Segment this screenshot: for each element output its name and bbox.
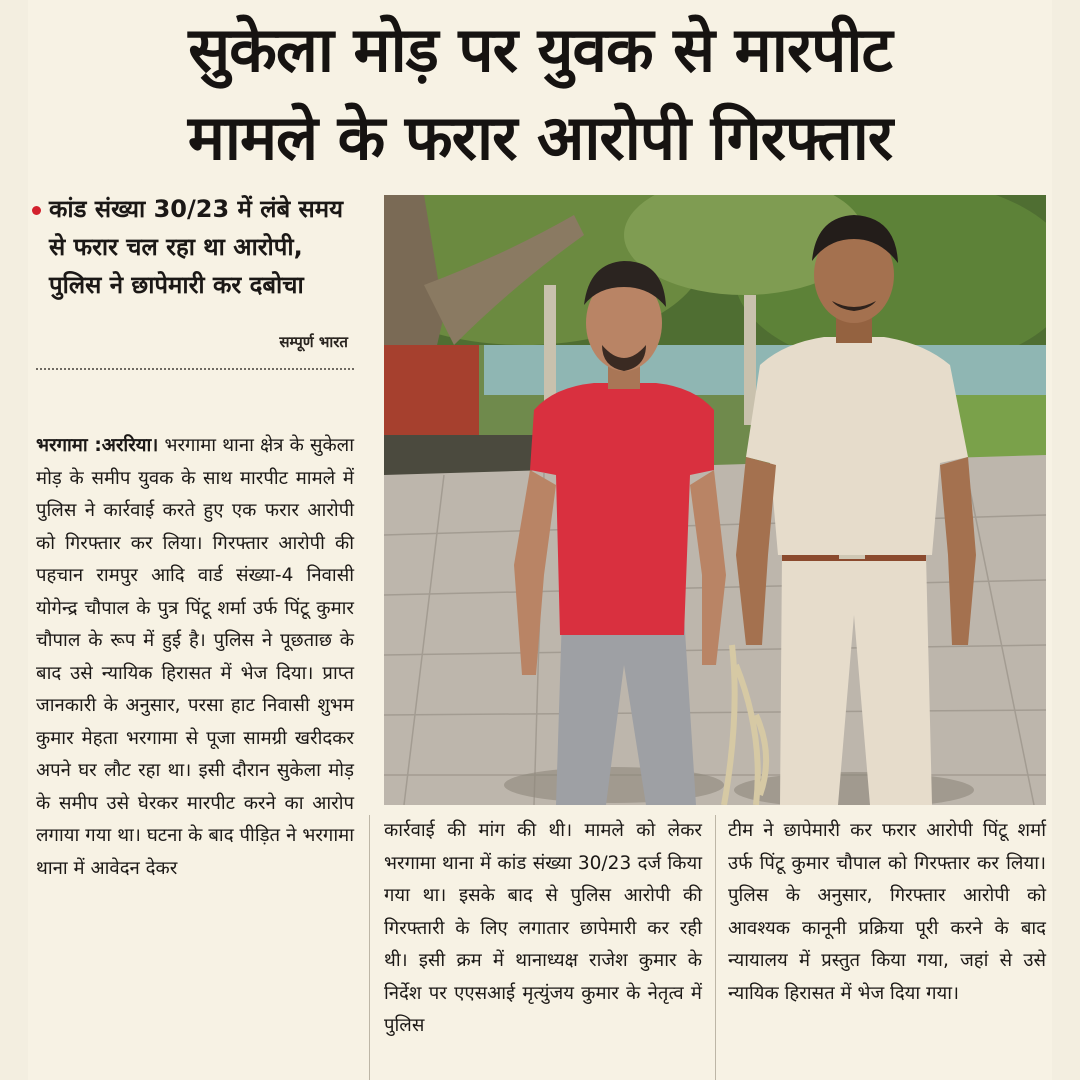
article-column-1-text: भरगामा थाना क्षेत्र के सुकेला मोड़ के समीप युवक के साथ मारपीट मामले में पुलिस ने कार्रवाई करते हुए एक फरार आरोपी को गिरफ्तार कर लिया। गिरफ्तार आरोपी की पहचान रामपुर आदि वार्ड संख्या-4 निवासी योगेन्द्र चौपाल के पुत्र पिंटू शर्मा उर्फ पिंटू कुमार चौपाल के रूप में हुई है। पुलिस ने पूछताछ के बाद उसे न्यायिक हिरासत में भेज दिया। प्राप्त जानकारी के अनुसार, परसा हाट निवासी शुभम कुमार मेहता भरगामा से पूजा सामग्री खरीदकर अपने घर लौट रहा था। इसी दौरान सुकेला मोड़ के समीप उसे घेरकर मारपीट करने का आरोप लगाया गया था। घटना के बाद पीड़ित ने भरगामा थाना में आवेदन देकर — [36, 435, 354, 879]
column-divider — [715, 815, 716, 1080]
subheadline-block — [28, 190, 358, 370]
article-dateline: भरगामा :अररिया। — [36, 435, 159, 456]
article-column-3: टीम ने छापेमारी कर फरार आरोपी पिंटू शर्मा उर्फ पिंटू कुमार चौपाल को गिरफ्तार कर लिया। पुलिस के अनुसार, गिरफ्तार आरोपी को आवश्यक कानूनी प्रक्रिया पूरी करने के बाद न्यायालय में प्रस्तुत किया गया, जहां से उसे न्यायिक हिरासत में भेज दिया गया। — [728, 820, 1046, 1004]
column-divider — [369, 815, 370, 1080]
bullet-icon — [32, 206, 41, 215]
news-photo — [384, 195, 1046, 805]
headline-line-2: मामले के फरार आरोपी गिरफ्तार — [187, 101, 893, 174]
subheadline: कांड संख्या 30/23 में लंबे समय से फरार चल रहा था आरोपी, पुलिस ने छापेमारी कर दबोचा — [49, 195, 344, 299]
article-column-1 — [36, 430, 354, 885]
article-column-2: कार्रवाई की मांग की थी। मामले को लेकर भरगामा थाना में कांड संख्या 30/23 दर्ज किया गया था। इसके बाद से पुलिस आरोपी की गिरफ्तारी के लिए लगातार छापेमारी कर रही थी। इसी क्रम में थानाध्यक्ष राजेश कुमार के निर्देश पर एएसआई मृत्युंजय कुमार के नेतृत्व में पुलिस — [384, 820, 702, 1036]
byline: सम्पूर्ण भारत — [279, 333, 348, 351]
newspaper-page — [28, 0, 1052, 1080]
headline — [28, 6, 1052, 182]
headline-line-1: सुकेला मोड़ पर युवक से मारपीट — [188, 13, 892, 86]
dotted-divider — [36, 368, 354, 370]
